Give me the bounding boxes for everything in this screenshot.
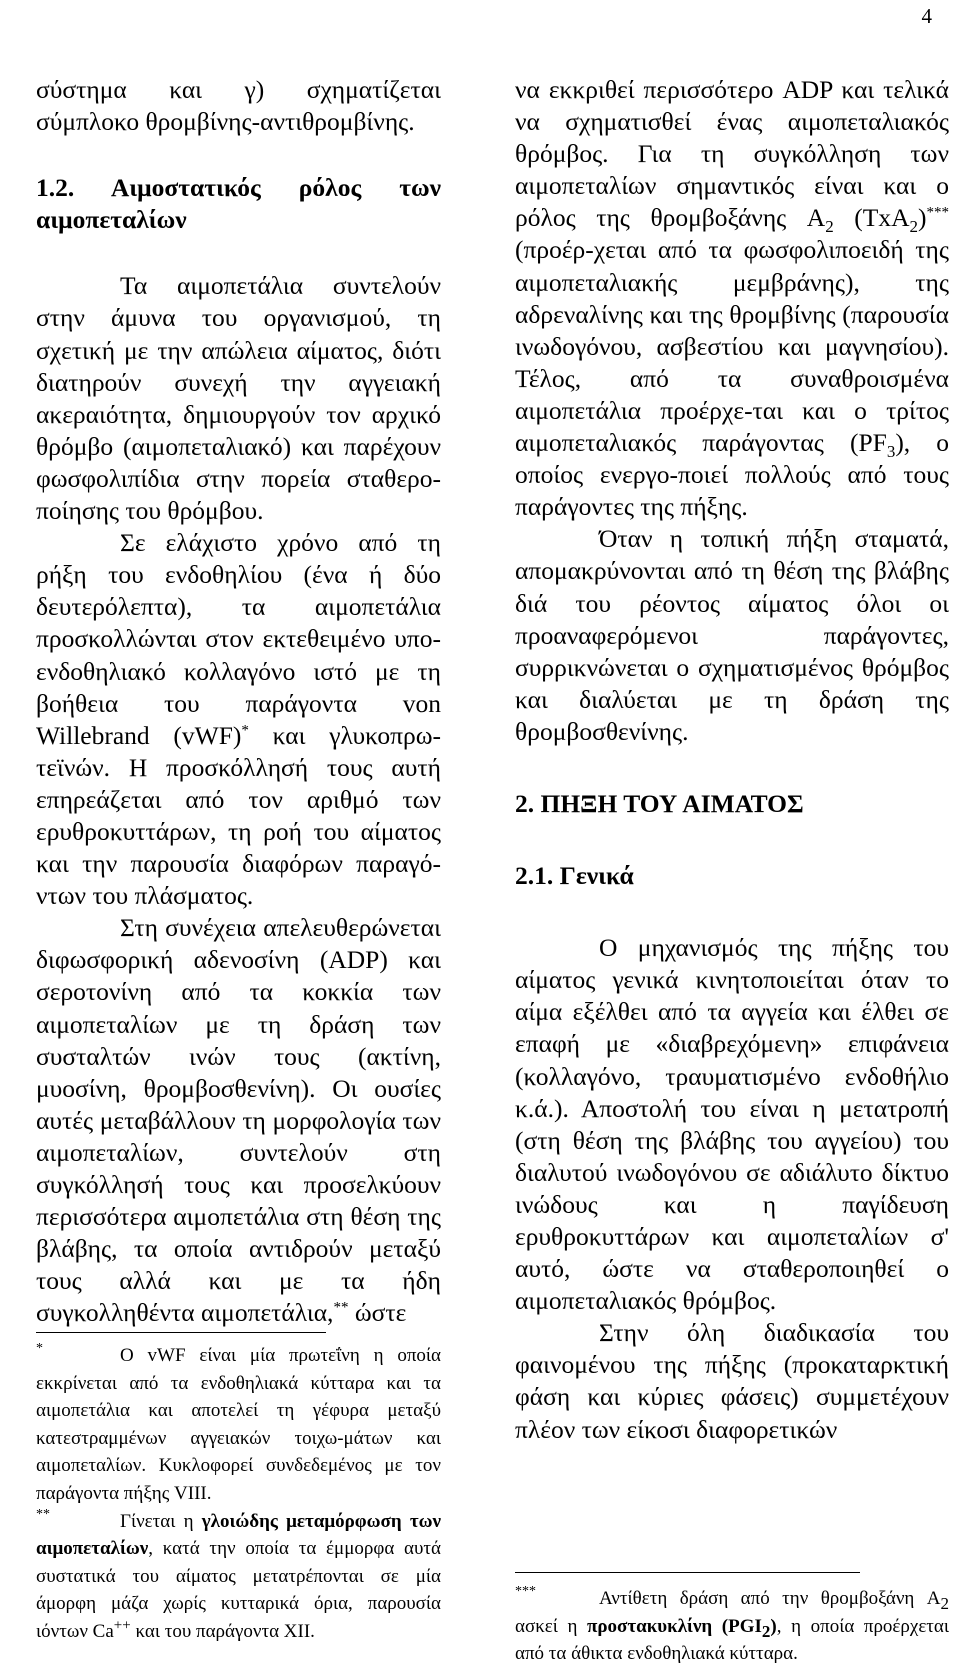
paragraph: Ο μηχανισμός της πήξης του αίματος γενικά κινητοποιείται όταν το αίμα εξέλθει από τα αγγεία και έλθει σε επαφή με «διαβρεχόμενη» επιφάνεια (κολλαγόνο, τραυματισμένο ενδοθήλιο κ.ά.). Αποστολή του είναι η μετατροπή (στη θέση της βλάβης του αγγείου) του διαλυτού ινωδογόνου σε αδιάλυτο δίκτυο ινώδους και η παγίδευση ερυθροκυττάρων και αιμοπεταλίων σ' αυτό, ώστε να σταθεροποιηθεί ο αιμοπεταλιακός θρόμβος. <box>515 933 949 1316</box>
paragraph: Όταν η τοπική πήξη σταματά, απομακρύνονται από τη θέση της βλάβης διά του ρέοντος αίματος όλοι οι προαναφερόμενοι παράγοντες, συρρικνώνεται ο σχηματισμένος θρόμβος και διαλύεται με τη δράση της θρομβοσθενίνης. <box>515 524 949 746</box>
footnotes-left <box>36 1342 441 1646</box>
right-column <box>515 74 949 1446</box>
paragraph: Τα αιμοπετάλια συντελούν στην άμυνα του οργανισμού, τη σχετική με την απώλεια αίματος, διότι διατηρούν συνεχή την αγγειακή ακεραιότητα, δημιουργούν τον αρχικό θρόμβο (αιμοπεταλιακό) και παρέχουν φωσφολιπίδια στην πορεία σταθερο-ποίησης του θρόμβου. <box>36 271 441 526</box>
footnote-mark: *** <box>515 1584 536 1599</box>
section-heading: 1.2. Αιμοστατικός ρόλος των αιμοπεταλίων <box>36 173 441 235</box>
paragraph: Σε ελάχιστο χρόνο από τη ρήξη του ενδοθηλίου (ένα ή δύο δευτερόλεπτα), τα αιμοπετάλια προσκολλώνται στον εκτεθειμένο υπο-ενδοθηλιακό κολλαγόνο ιστό με τη βοήθεια του παράγοντα von Willebrand (vWF)* και γλυκοπρω-τεϊνών. Η προσκόλλησή τους αυτή επηρεάζεται από τον αριθμό των ερυθροκυττάρων, τη ροή του αίματος και την παρουσία διαφόρων παραγό-ντων του πλάσματος. <box>36 528 441 911</box>
paragraph: σύστημα και γ) σχηματίζεται σύμπλοκο θρομβίνης-αντιθρομβίνης. <box>36 75 441 137</box>
footnote-divider <box>515 1572 860 1573</box>
footnote-mark: * <box>36 1341 43 1356</box>
footnote: * Ο vWF είναι μία πρωτεΐνη η οποία εκκρίνεται από τα ενδοθηλιακά κύτταρα και τα αιμοπετάλια και αποτελεί τη γέφυρα μεταξύ κατεστραμμένων αγγειακών τοιχω-μάτων και αιμοπεταλίων. Κυκλοφορεί συνδεδεμένος με τον παράγοντα πήξης VIII. <box>36 1341 441 1504</box>
subsection-heading: 2.1. Γενικά <box>515 861 634 891</box>
page-number: 4 <box>921 4 932 28</box>
footnotes-right <box>515 1585 949 1668</box>
footnote-ref: *** <box>926 204 949 221</box>
footnote-ref: ** <box>333 1299 349 1316</box>
left-column <box>36 74 441 1329</box>
paragraph: Στην όλη διαδικασία του φαινομένου της πήξης (προκαταρκτική φάση και κύριες φάσεις) συμμετέχουν πλέον των είκοσι διαφορετικών <box>515 1318 949 1444</box>
footnote-divider <box>36 1332 326 1333</box>
footnote-mark: ** <box>36 1506 50 1522</box>
footnote: *** Αντίθετη δράση από την θρομβοξάνη $A_2$ ασκεί η προστακυκλίνη $(PGI_2)$, η οποία προέρχεται από τα άθικτα ενδοθηλιακά κύτταρα. <box>515 1584 950 1665</box>
footnote-ref: * <box>241 722 249 739</box>
section-heading: 2. ΠΗΞΗ ΤΟΥ ΑΙΜΑΤΟΣ <box>515 788 804 818</box>
footnote: ** Γίνεται η γλοιώδης μεταμόρφωση των αιμοπεταλίων, κατά την οποία τα έμμορφα αυτά συστατικά του αίματος μετατρέπονται σε μία άμορφη μάζα χωρίς κυτταρικά όρια, παρουσία ιόντων Ca++ και του παράγοντα XII. <box>36 1506 441 1642</box>
paragraph: να εκκριθεί περισσότερο ADP και τελικά να σχηματισθεί ένας αιμοπεταλιακός θρόμβος. Για τη συγκόλληση των αιμοπεταλίων σημαντικός είναι και ο ρόλος της θρομβοξάνης $A_2$ (TxA$_2$)*** (προέρ-χεται από τα φωσφολιποειδή της αιμοπεταλιακής μεμβράνης), της αδρεναλίνης και της θρομβίνης (παρουσία ινωδογόνου, ασβεστίου και μαγνησίου). Τέλος, από τα συναθροισμένα αιμοπετάλια προέρχε-ται και ο τρίτος αιμοπεταλιακός παράγοντας $(PF_3)$, ο οποίος ενεργο-ποιεί πολλούς από τους παράγοντες της πήξης. <box>515 75 949 522</box>
paragraph: Στη συνέχεια απελευθερώνεται διφωσφορική αδενοσίνη (ADP) και σεροτονίνη από τα κοκκία των αιμοπεταλίων με τη δράση των συσταλτών ινών τους (ακτίνη, μυοσίνη, θρομβοσθενίνη). Οι ουσίες αυτές μεταβάλλουν τη μορφολογία των αιμοπεταλίων, συντελούν στη συγκόλλησή τους και προσελκύουν περισσότερα αιμοπετάλια στη θέση της βλάβης, τα οποία αντιδρούν μεταξύ τους αλλά και με τα ήδη συγκολληθέντα αιμοπετάλια,** ώστε <box>36 913 441 1328</box>
